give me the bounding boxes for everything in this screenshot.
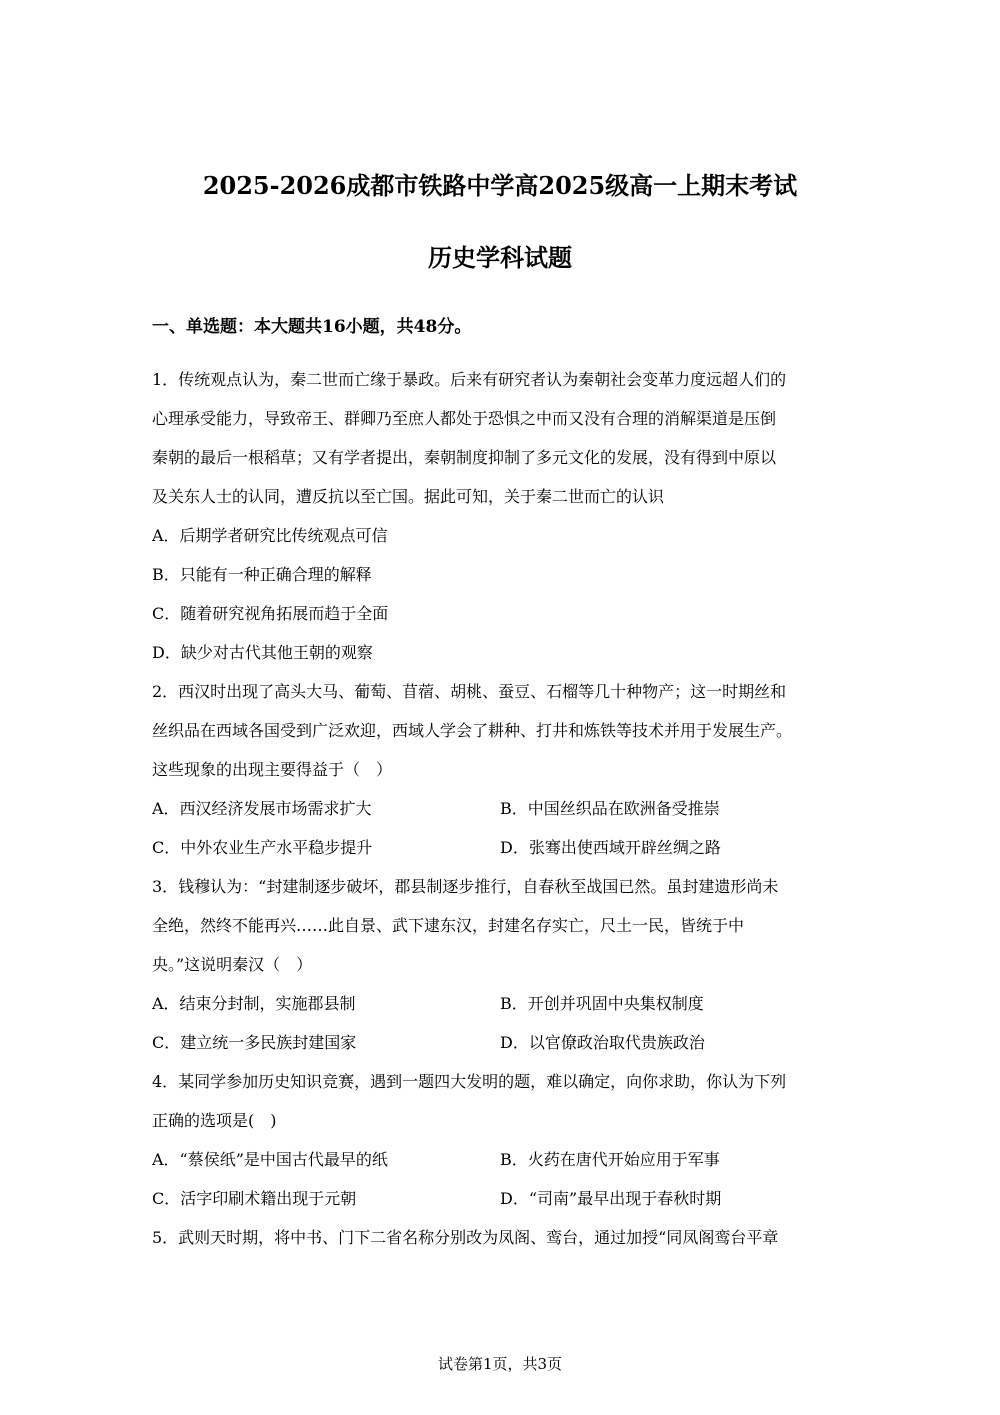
option-row (152, 1179, 852, 1218)
question-3 (152, 867, 852, 1062)
question-5 (152, 1218, 852, 1257)
question-2 (152, 672, 852, 867)
section-heading: 一、单选题：本大题共16小题，共48分。 (152, 317, 472, 337)
question-stem-line: 1．传统观点认为，秦二世而亡缘于暴政。后来有研究者认为秦朝社会变革力度远超人们的 (152, 370, 787, 389)
option-d: D．以官僚政治取代贵族政治 (500, 1033, 705, 1052)
question-stem-line: 4．某同学参加历史知识竞赛，遇到一题四大发明的题，难以确定，向你求助，你认为下列 (152, 1072, 787, 1091)
option-d: D．缺少对古代其他王朝的观察 (152, 643, 373, 662)
option-c: C．随着研究视角拓展而趋于全面 (152, 604, 389, 623)
option-d: D．张骞出使西域开辟丝绸之路 (500, 838, 721, 857)
option-d: D．“司南”最早出现于春秋时期 (500, 1189, 722, 1208)
question-stem-line: 央。”这说明秦汉（ ） (152, 955, 313, 974)
option-a: A．后期学者研究比传统观点可信 (152, 526, 388, 545)
option-row (152, 828, 852, 867)
option-row (152, 984, 852, 1023)
option-b: B．火药在唐代开始应用于军事 (500, 1150, 720, 1169)
question-stem-line: 正确的选项是( ) (152, 1111, 277, 1130)
question-1 (152, 360, 852, 672)
option-b: B．只能有一种正确合理的解释 (152, 565, 372, 584)
option-a: A．结束分封制，实施郡县制 (152, 994, 356, 1013)
exam-title: 2025-2026成都市铁路中学高2025级高一上期末考试 (202, 171, 798, 200)
option-c: C．中外农业生产水平稳步提升 (152, 838, 373, 857)
question-stem-line: 这些现象的出现主要得益于（ ） (152, 760, 393, 779)
question-stem-line: 心理承受能力，导致帝王、群卿乃至庶人都处于恐惧之中而又没有合理的消解渠道是压倒 (152, 409, 777, 428)
option-a: A．西汉经济发展市场需求扩大 (152, 799, 372, 818)
page-footer: 试卷第1页，共3页 (437, 1355, 563, 1373)
question-stem-line: 3．钱穆认为：“封建制逐步破坏，郡县制逐步推行，自春秋至战国已然。虽封建遗形尚未 (152, 877, 779, 896)
question-stem-line: 秦朝的最后一根稻草；又有学者提出，秦朝制度抑制了多元文化的发展，没有得到中原以 (152, 448, 777, 467)
question-stem-line: 丝织品在西域各国受到广泛欢迎，西域人学会了耕种、打井和炼铁等技术并用于发展生产。 (152, 721, 793, 740)
question-stem-line: 及关东人士的认同，遭反抗以至亡国。据此可知，关于秦二世而亡的认识 (152, 487, 665, 506)
exam-subtitle: 历史学科试题 (428, 243, 572, 272)
option-row (152, 1140, 852, 1179)
option-b: B．开创并巩固中央集权制度 (500, 994, 704, 1013)
option-b: B．中国丝织品在欧洲备受推崇 (500, 799, 720, 818)
option-a: A．“蔡侯纸”是中国古代最早的纸 (152, 1150, 388, 1169)
question-4 (152, 1062, 852, 1218)
option-c: C．建立统一多民族封建国家 (152, 1033, 357, 1052)
option-row (152, 1023, 852, 1062)
option-row (152, 789, 852, 828)
question-stem-line: 5．武则天时期，将中书、门下二省名称分别改为凤阁、鸾台，通过加授“同凤阁鸾台平章 (152, 1228, 779, 1247)
question-list (152, 360, 852, 1257)
question-stem-line: 全绝，然终不能再兴……此自景、武下逮东汉，封建名存实亡，尺土一民，皆统于中 (152, 916, 745, 935)
option-c: C．活字印刷术籍出现于元朝 (152, 1189, 357, 1208)
question-stem-line: 2．西汉时出现了高头大马、葡萄、苜蓿、胡桃、蚕豆、石榴等几十种物产；这一时期丝和 (152, 682, 787, 701)
